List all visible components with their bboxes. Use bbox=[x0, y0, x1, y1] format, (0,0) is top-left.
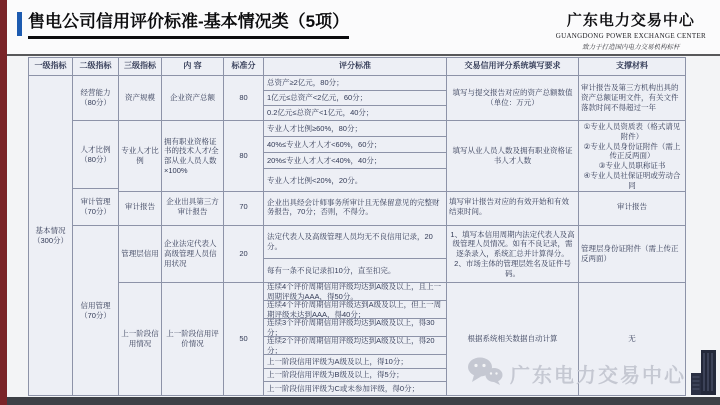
criteria-item: 企业出具经会计师事务所审计且无保留意见的完整财务报告，70分；否则，不得分。 bbox=[267, 197, 440, 216]
fill-requirement-cell: 填写从业人员人数及拥有职业资格证书人才人数 bbox=[447, 121, 579, 192]
material-cell bbox=[579, 121, 686, 192]
table-header-cell: 一级指标 bbox=[29, 58, 73, 76]
criteria-cell bbox=[264, 76, 447, 121]
score-cell: 80 bbox=[224, 76, 264, 121]
level3-indicator-cell: 上一阶段信用情况 bbox=[119, 283, 162, 396]
table-header-cell: 交易信用评分系统填写要求 bbox=[447, 58, 579, 76]
score-cell: 50 bbox=[224, 283, 264, 396]
org-name: 广东电力交易中心 bbox=[566, 12, 695, 29]
group-credit-management bbox=[73, 226, 686, 396]
page-title: 售电公司信用评价标准-基本情况类（5项） bbox=[28, 12, 349, 39]
criteria-item: 连续3个评价周期信用评级均达到A级及以上，得30分； bbox=[264, 319, 446, 337]
table-row bbox=[119, 189, 686, 226]
content-cell: 拥有职业资格证书的技术人才/全部从业人员人数×100% bbox=[162, 121, 224, 192]
criteria-item: 40%≤专业人才人才<60%，60分； bbox=[264, 137, 446, 153]
material-cell: 审计报告及第三方机构出具的资产总额证明文件，有关文件落款时间不得超过一年 bbox=[579, 76, 686, 121]
criteria-cell bbox=[264, 283, 447, 396]
table-header-cell: 三级指标 bbox=[119, 58, 162, 76]
criteria-item: 总资产≥2亿元，80分； bbox=[264, 76, 446, 91]
left-accent-bar bbox=[0, 0, 7, 405]
org-name-english: GUANGDONG POWER EXCHANGE CENTER bbox=[555, 32, 706, 40]
criteria-item: 20%≤专业人才人才<40%，40分； bbox=[264, 153, 446, 169]
level2-indicator-cell: 人才比例（80分） bbox=[73, 121, 119, 189]
title-block bbox=[7, 0, 349, 54]
criteria-cell bbox=[264, 121, 447, 192]
level2-indicator-cell: 经营能力（80分） bbox=[73, 76, 119, 121]
level2-indicator-cell: 审计管理（70分） bbox=[73, 189, 119, 226]
criteria-item: 连续2个评价周期信用评级均达到A级及以上，得20分； bbox=[264, 337, 446, 355]
page-header bbox=[7, 0, 720, 56]
table-row bbox=[119, 76, 686, 121]
level3-indicator-cell: 管理层信用 bbox=[119, 226, 162, 283]
table-header-cell: 内 容 bbox=[162, 58, 224, 76]
material-item: ②专业人员身份证附件（需上传正反两面） bbox=[583, 141, 681, 161]
criteria-item: 上一阶段信用评级为A级及以上，得10分； bbox=[264, 355, 446, 369]
criteria-cell bbox=[264, 226, 447, 283]
level2-indicator-cell: 信用管理（70分） bbox=[73, 226, 119, 396]
criteria-cell bbox=[264, 189, 447, 226]
level1-indicator-cell: 基本情况（300分） bbox=[29, 76, 73, 396]
criteria-item: 专业人才比例<20%，20分。 bbox=[267, 175, 363, 185]
fill-item: 2、市场主体的管理层姓名及证件号码。 bbox=[454, 258, 571, 278]
watermark-text: 广东电力交易中心 bbox=[510, 365, 686, 387]
score-cell: 80 bbox=[224, 121, 264, 192]
criteria-item: 法定代表人及高级管理人员均无不良信用记录，20分。 bbox=[264, 226, 446, 259]
table-row bbox=[119, 121, 686, 192]
table-header-cell: 支撑材料 bbox=[579, 58, 686, 76]
credit-evaluation-table bbox=[28, 57, 686, 396]
table-body bbox=[29, 76, 686, 396]
title-accent-bar bbox=[17, 12, 22, 36]
table-header-row bbox=[29, 58, 686, 76]
org-logo-block bbox=[556, 0, 720, 54]
bottom-bar bbox=[0, 397, 720, 405]
fill-item: 1、填写本信用周期内法定代表人及高级管理人员情况。如有不良记录，需逐条录入，系统汇总并计算得分。 bbox=[450, 229, 575, 259]
criteria-item: 连续4个评价周期信用评级达到A级及以上，但上一周期评级未达到AAA，得40分； bbox=[264, 301, 446, 319]
material-cell: 审计报告 bbox=[579, 189, 686, 226]
level3-indicator-cell: 审计报告 bbox=[119, 189, 162, 226]
score-cell: 70 bbox=[224, 189, 264, 226]
criteria-item: 上一阶段信用评级为B级及以上，得5分； bbox=[264, 369, 446, 383]
building-icon bbox=[690, 349, 718, 400]
level3-indicator-cell: 专业人才比例 bbox=[119, 121, 162, 192]
table-header-cell: 二级指标 bbox=[73, 58, 119, 76]
fill-requirement-cell bbox=[447, 226, 579, 283]
fill-requirement-cell: 根据系统相关数据自动计算 bbox=[447, 283, 579, 396]
org-slogan: 致力于打造国内电力交易机构标杆 bbox=[582, 44, 680, 51]
group-operating-capacity bbox=[73, 76, 686, 121]
table-header-cell: 标准分 bbox=[224, 58, 264, 76]
table-row bbox=[119, 226, 686, 283]
table-header-cell: 评分标准 bbox=[264, 58, 447, 76]
group-audit-management bbox=[73, 189, 686, 226]
criteria-item: 连续4个评价周期信用评级均达到A级及以上，且上一周期评级为AAA，得50分。 bbox=[264, 283, 446, 301]
criteria-item: 0.2亿元≤总资产<1亿元，40分； bbox=[267, 108, 374, 118]
level3-indicator-cell: 资产规模 bbox=[119, 76, 162, 121]
content-cell: 上一阶段信用评价情况 bbox=[162, 283, 224, 396]
criteria-item: 每有一条不良记录扣10分，直至扣完。 bbox=[267, 265, 396, 275]
material-cell: 无 bbox=[579, 283, 686, 396]
score-cell: 20 bbox=[224, 226, 264, 283]
material-cell: 管理层身份证附件（需上传正反两面） bbox=[579, 226, 686, 283]
content-cell: 企业法定代表人高级管理人员信用状况 bbox=[162, 226, 224, 283]
fill-requirement-cell: 填写审计报告对应的有效开始和有效结束时间。 bbox=[447, 189, 579, 226]
criteria-item: 专业人才比例≥60%，80分； bbox=[264, 121, 446, 137]
material-item: ④专业人员社保证明或劳动合同 bbox=[583, 170, 681, 190]
table-row bbox=[119, 283, 686, 396]
criteria-item: 1亿元≤总资产<2亿元，60分； bbox=[264, 91, 446, 106]
group-talent-ratio bbox=[73, 121, 686, 189]
content-cell: 企业资产总额 bbox=[162, 76, 224, 121]
fill-requirement-cell: 填写与提交报告对应的资产总额数值（单位：万元） bbox=[447, 76, 579, 121]
material-item: ①专业人员资质表（格式请见附件） bbox=[583, 122, 681, 141]
criteria-item: 上一阶段信用评级为C或未参加评级，得0分； bbox=[267, 383, 420, 393]
material-item: ③专业人员职称证书 bbox=[598, 161, 666, 170]
content-cell: 企业出具第三方审计报告 bbox=[162, 189, 224, 226]
